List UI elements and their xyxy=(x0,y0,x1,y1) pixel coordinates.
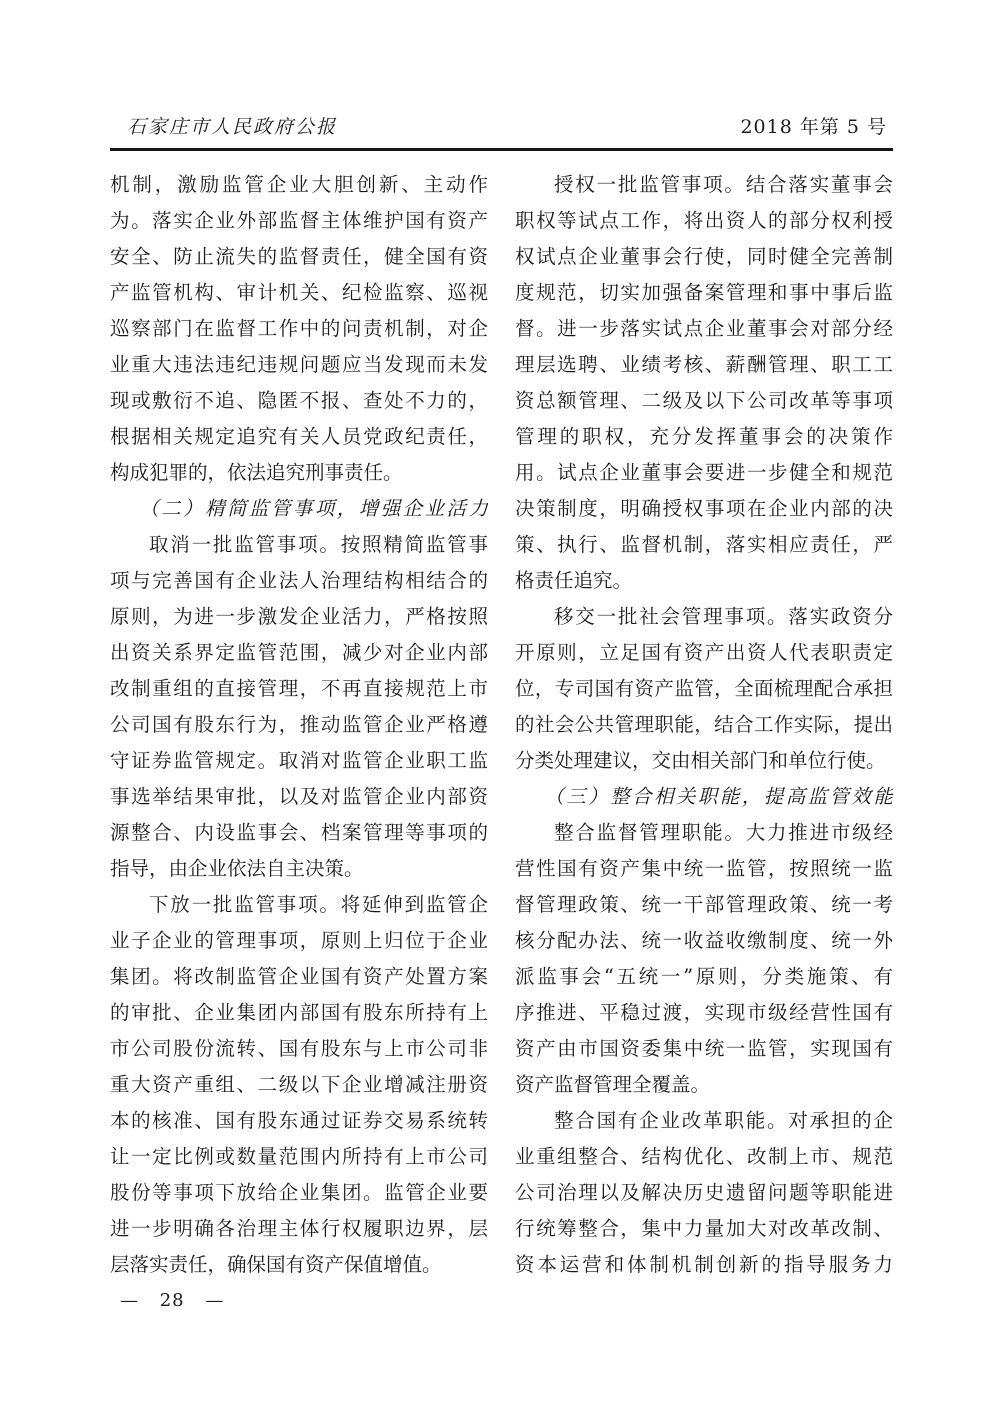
text-line: 资总额管理、二级及以下公司改革等事项 xyxy=(515,389,893,412)
text-line: 现或敷衍不追、隐匿不报、查处不力的， xyxy=(110,389,488,412)
text-line: 的审批、企业集团内部国有股东所持有上 xyxy=(110,1001,488,1024)
text-line: 公司国有股东行为，推动监管企业严格遵 xyxy=(110,713,488,736)
text-line: 本的核准、国有股东通过证券交易系统转 xyxy=(110,1109,488,1132)
text-line: 理层选聘、业绩考核、薪酬管理、职工工 xyxy=(515,353,893,376)
text-line: 指导，由企业依法自主决策。 xyxy=(110,857,364,880)
text-line: 业重大违法违纪违规问题应当发现而未发 xyxy=(110,353,488,376)
text-line: 序推进、平稳过渡，实现市级经营性国有 xyxy=(515,1001,893,1024)
text-line: 安全、防止流失的监督责任，健全国有资 xyxy=(110,245,488,268)
text-line: 授权一批监管事项。结合落实董事会 xyxy=(554,173,893,196)
text-line: 原则，为进一步激发企业活力，严格按照 xyxy=(110,605,488,628)
text-line: 项与完善国有企业法人治理结构相结合的 xyxy=(110,569,488,592)
text-line: 守证券监管规定。取消对监管企业职工监 xyxy=(110,749,488,772)
text-line: 为。落实企业外部监督主体维护国有资产 xyxy=(110,209,488,232)
text-line: 决策制度，明确授权事项在企业内部的决 xyxy=(515,497,893,520)
text-line: 行统筹整合，集中力量加大对改革改制、 xyxy=(515,1217,893,1240)
text-line: 位，专司国有资产监管，全面梳理配合承担 xyxy=(515,677,893,700)
text-line: 的社会公共管理职能，结合工作实际，提出 xyxy=(515,713,893,736)
text-line: 管理的职权，充分发挥董事会的决策作 xyxy=(515,425,893,448)
page-header xyxy=(110,112,893,151)
text-line: 让一定比例或数量范围内所持有上市公司 xyxy=(110,1145,488,1168)
text-line: 市公司股份流转、国有股东与上市公司非 xyxy=(110,1037,488,1060)
text-line: 策、执行、监督机制，落实相应责任，严 xyxy=(515,533,893,556)
text-line: 公司治理以及解决历史遗留问题等职能进 xyxy=(515,1181,893,1204)
journal-title: 石家庄市人民政府公报 xyxy=(127,116,338,138)
text-line: 督。进一步落实试点企业董事会对部分经 xyxy=(515,317,893,340)
text-line: 用。试点企业董事会要进一步健全和规范 xyxy=(515,461,893,484)
issue-label: 2018 年第 5 号 xyxy=(740,116,887,138)
text-line: 根据相关规定追究有关人员党政纪责任， xyxy=(110,425,488,448)
section-heading: （三）整合相关职能，提高监管效能 xyxy=(544,785,893,808)
text-line: 改制重组的直接管理，不再直接规范上市 xyxy=(110,677,488,700)
text-line: 资本运营和体制机制创新的指导服务力 xyxy=(515,1253,893,1276)
text-columns xyxy=(110,167,893,1283)
text-line: 整合国有企业改革职能。对承担的企 xyxy=(554,1109,893,1132)
text-line: 集团。将改制监管企业国有资产处置方案 xyxy=(110,965,488,988)
text-line: 股份等事项下放给企业集团。监管企业要 xyxy=(110,1181,488,1204)
text-line: 出资关系界定监管范围，减少对企业内部 xyxy=(110,641,488,664)
text-line: 度规范，切实加强备案管理和事中事后监 xyxy=(515,281,893,304)
text-line: 层落实责任，确保国有资产保值增值。 xyxy=(110,1253,442,1276)
text-line: 开原则，立足国有资产出资人代表职责定 xyxy=(515,641,893,664)
text-line: 移交一批社会管理事项。落实政资分 xyxy=(554,605,893,628)
text-line: 下放一批监管事项。将延伸到监管企 xyxy=(149,893,488,916)
text-line: 资产监督管理全覆盖。 xyxy=(515,1073,711,1096)
text-line: 督管理政策、统一干部管理政策、统一考 xyxy=(515,893,893,916)
text-line: 核分配办法、统一收益收缴制度、统一外 xyxy=(515,929,893,952)
text-line: 职权等试点工作，将出资人的部分权利授 xyxy=(515,209,893,232)
text-line: 业子企业的管理事项，原则上归位于企业 xyxy=(110,929,488,952)
text-line: 业重组整合、结构优化、改制上市、规范 xyxy=(515,1145,893,1168)
page-number: — 28 — xyxy=(120,1290,225,1311)
text-line: 源整合、内设监事会、档案管理等事项的 xyxy=(110,821,488,844)
text-line: 重大资产重组、二级以下企业增减注册资 xyxy=(110,1073,488,1096)
column-right xyxy=(515,167,893,1283)
text-line: 构成犯罪的，依法追究刑事责任。 xyxy=(110,461,403,484)
text-line: 巡察部门在监督工作中的问责机制，对企 xyxy=(110,317,488,340)
text-line: 权试点企业董事会行使，同时健全完善制 xyxy=(515,245,893,268)
text-line: 派监事会“五统一”原则，分类施策、有 xyxy=(515,965,893,988)
text-line: 产监管机构、审计机关、纪检监察、巡视 xyxy=(110,281,488,304)
text-line: 事选举结果审批，以及对监管企业内部资 xyxy=(110,785,488,808)
column-left xyxy=(110,167,488,1283)
text-line: 格责任追究。 xyxy=(515,569,633,592)
text-line: 取消一批监管事项。按照精简监管事 xyxy=(149,533,488,556)
text-line: 资产由市国资委集中统一监管，实现国有 xyxy=(515,1037,893,1060)
text-line: 机制，激励监管企业大胆创新、主动作 xyxy=(110,173,488,196)
text-line: 进一步明确各治理主体行权履职边界，层 xyxy=(110,1217,488,1240)
text-line: 整合监督管理职能。大力推进市级经 xyxy=(554,821,893,844)
text-line: 分类处理建议，交由相关部门和单位行使。 xyxy=(515,749,886,772)
section-heading: （二）精简监管事项，增强企业活力 xyxy=(139,497,488,520)
text-line: 营性国有资产集中统一监管，按照统一监 xyxy=(515,857,893,880)
